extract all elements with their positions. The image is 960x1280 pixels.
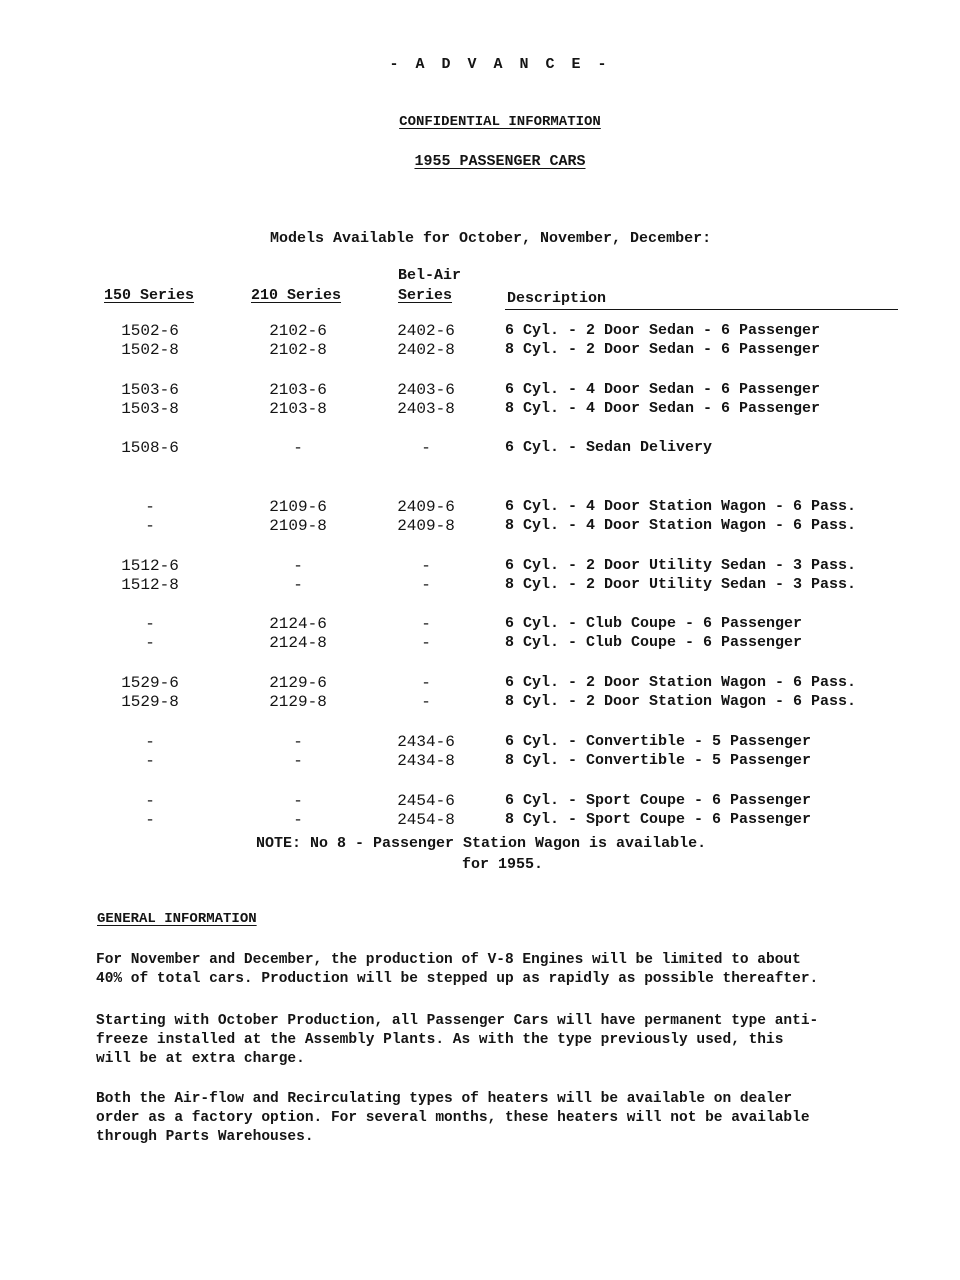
cell-150-series: - [145, 751, 155, 770]
column-header-belair-line1: Bel-Air [398, 267, 462, 284]
table-row [0, 498, 960, 517]
model-group [0, 557, 960, 616]
description-underline [505, 309, 898, 310]
cell-belair-series: 2454-6 [397, 791, 455, 810]
cell-210-series: - [293, 575, 303, 594]
table-row [0, 634, 960, 653]
cell-210-series: 2102-6 [269, 322, 327, 340]
cell-description: 6 Cyl. - 4 Door Sedan - 6 Passenger [505, 380, 821, 398]
model-group [0, 674, 960, 733]
model-group [0, 733, 960, 792]
cell-description: 6 Cyl. - Sport Coupe - 6 Passenger [505, 791, 812, 809]
cell-150-series: 1512-8 [121, 575, 179, 594]
cell-belair-series: 2403-6 [397, 380, 455, 399]
column-header-210-series: 210 Series [251, 287, 342, 304]
cell-210-series: 2102-8 [269, 341, 327, 359]
cell-description: 8 Cyl. - 2 Door Sedan - 6 Passenger [505, 341, 821, 358]
cell-210-series: 2124-6 [269, 615, 327, 634]
table-row [0, 381, 960, 400]
cell-210-series: - [293, 439, 303, 458]
cell-belair-series: - [421, 674, 431, 693]
advance-heading: - A D V A N C E - [389, 56, 611, 73]
table-row [0, 439, 960, 458]
table-row [0, 674, 960, 693]
cell-210-series: 2103-8 [269, 399, 327, 418]
cell-150-series: 1502-6 [121, 322, 179, 340]
cell-description: 8 Cyl. - 2 Door Station Wagon - 6 Pass. [505, 693, 857, 711]
cell-150-series: - [145, 732, 155, 751]
models-table [0, 322, 960, 850]
cell-belair-series: - [421, 556, 431, 575]
cell-150-series: 1512-6 [121, 556, 179, 575]
column-header-150-series: 150 Series [104, 287, 195, 304]
cell-description: 6 Cyl. - Convertible - 5 Passenger [505, 732, 812, 750]
cell-description: 8 Cyl. - 4 Door Sedan - 6 Passenger [505, 399, 821, 417]
cell-belair-series: - [421, 634, 431, 653]
model-group [0, 381, 960, 440]
cell-150-series: 1529-8 [121, 693, 179, 712]
cell-210-series: 2129-6 [269, 674, 327, 693]
paragraph-v8-production: For November and December, the production of V-8 Engines will be limited to about 40% of total cars. Production will be stepped up as rapidly as possible thereafter. [96, 952, 819, 987]
cell-150-series: 1503-6 [121, 380, 179, 399]
cell-210-series: 2109-8 [269, 517, 327, 536]
cell-belair-series: 2402-8 [397, 341, 455, 359]
model-group [0, 498, 960, 557]
cell-150-series: - [145, 810, 155, 829]
model-group [0, 322, 960, 381]
models-available-line: Models Available for October, November, December: [270, 230, 712, 247]
cell-belair-series: 2409-8 [397, 517, 455, 536]
cell-150-series: 1502-8 [121, 341, 179, 359]
table-row [0, 733, 960, 752]
cell-210-series: 2109-6 [269, 498, 327, 517]
model-group [0, 439, 960, 498]
cell-description: 8 Cyl. - Club Coupe - 6 Passenger [505, 634, 803, 652]
cell-belair-series: 2454-8 [397, 810, 455, 829]
cell-description: 8 Cyl. - 2 Door Utility Sedan - 3 Pass. [505, 575, 857, 593]
column-header-description: Description [507, 290, 607, 307]
general-information-heading: GENERAL INFORMATION [97, 911, 257, 927]
table-row [0, 341, 960, 360]
cell-150-series: - [145, 634, 155, 653]
table-row [0, 400, 960, 419]
table-row [0, 615, 960, 634]
cell-210-series: - [293, 556, 303, 575]
cell-150-series: 1529-6 [121, 674, 179, 693]
cell-210-series: - [293, 791, 303, 810]
table-row [0, 792, 960, 811]
cell-150-series: - [145, 517, 155, 536]
cell-210-series: - [293, 732, 303, 751]
cell-description: 6 Cyl. - 4 Door Station Wagon - 6 Pass. [505, 498, 857, 516]
cell-belair-series: 2409-6 [397, 498, 455, 517]
cell-150-series: 1503-8 [121, 399, 179, 418]
note-line2: for 1955. [462, 856, 544, 873]
note-line1: NOTE: No 8 - Passenger Station Wagon is available. [256, 835, 707, 852]
cell-description: 8 Cyl. - Sport Coupe - 6 Passenger [505, 810, 812, 828]
paragraph-antifreeze: Starting with October Production, all Passenger Cars will have permanent type anti- freeze installed at the Assembly Plants. As with the type previously used, this will be at extra charge. [96, 1013, 819, 1067]
cell-description: 6 Cyl. - Sedan Delivery [505, 439, 713, 457]
table-row [0, 557, 960, 576]
cell-210-series: 2103-6 [269, 380, 327, 399]
confidential-heading: CONFIDENTIAL INFORMATION [399, 114, 601, 130]
table-row [0, 752, 960, 771]
cell-210-series: 2124-8 [269, 634, 327, 653]
cell-belair-series: 2403-8 [397, 399, 455, 418]
table-row [0, 517, 960, 536]
cell-belair-series: 2434-8 [397, 751, 455, 770]
cell-description: 6 Cyl. - 2 Door Station Wagon - 6 Pass. [505, 674, 857, 692]
cell-belair-series: - [421, 439, 431, 458]
cell-belair-series: - [421, 693, 431, 712]
cell-150-series: - [145, 791, 155, 810]
table-row [0, 811, 960, 830]
cell-210-series: 2129-8 [269, 693, 327, 712]
cell-210-series: - [293, 810, 303, 829]
table-row [0, 576, 960, 595]
cell-description: 8 Cyl. - 4 Door Station Wagon - 6 Pass. [505, 517, 857, 535]
table-row [0, 322, 960, 341]
cell-description: 8 Cyl. - Convertible - 5 Passenger [505, 751, 812, 769]
column-header-belair-line2: Series [398, 287, 453, 304]
model-group [0, 615, 960, 674]
cell-description: 6 Cyl. - Club Coupe - 6 Passenger [505, 615, 803, 633]
passenger-cars-heading: 1955 PASSENGER CARS [414, 153, 586, 170]
cell-belair-series: - [421, 615, 431, 634]
table-row [0, 693, 960, 712]
cell-description: 6 Cyl. - 2 Door Sedan - 6 Passenger [505, 322, 821, 339]
cell-belair-series: 2402-6 [397, 322, 455, 340]
cell-150-series: - [145, 615, 155, 634]
cell-description: 6 Cyl. - 2 Door Utility Sedan - 3 Pass. [505, 556, 857, 574]
cell-210-series: - [293, 751, 303, 770]
cell-belair-series: 2434-6 [397, 732, 455, 751]
cell-150-series: - [145, 498, 155, 517]
paragraph-heaters: Both the Air-flow and Recirculating types of heaters will be available on dealer order as a factory option. For several months, these heaters will not be available through Parts Warehouses. [96, 1091, 810, 1145]
cell-150-series: 1508-6 [121, 439, 179, 458]
cell-belair-series: - [421, 575, 431, 594]
